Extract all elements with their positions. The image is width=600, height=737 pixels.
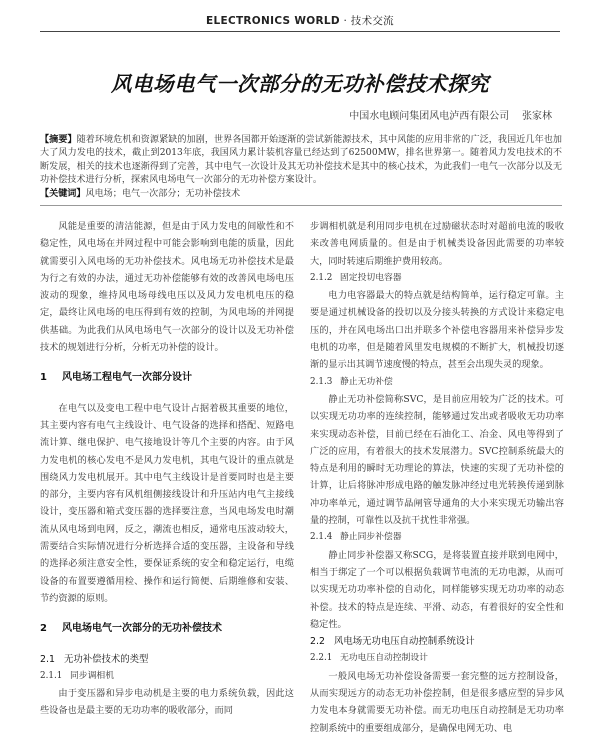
section-heading-text: 固定投切电容器: [340, 272, 402, 283]
abstract-label: 【摘要】: [40, 134, 77, 145]
section-heading-2.1.1: [40, 668, 294, 685]
abstract-block: [40, 133, 562, 201]
section-heading-text: 风电场工程电气一次部分设计: [62, 372, 192, 384]
section-heading-text: 无功补偿技术的类型: [64, 653, 149, 665]
author-line: [349, 107, 552, 122]
abstract-rule: [40, 205, 562, 206]
section-heading-2.1.4: [310, 529, 564, 546]
section-number: 2.2: [310, 636, 325, 648]
body-paragraph: 由于变压器和异步电动机是主要的电力系统负载，因此这些设备也是最主要的无功功率的吸收部分，而同: [40, 688, 294, 717]
body-paragraph: 一般风电场无功补偿设备需要一套完整的远方控制设备，从而实现远方的动态无功补偿控制，但是很多感应型的异步风力发电本身就需要无功补偿。而无功电压自动控制是无功功率控制系统中的重要组成部分，是确保电网无功、电: [310, 670, 564, 734]
body-paragraph: 电力电容器最大的特点就是结构简单，运行稳定可靠。主要是通过机械设备的投切以及分接头转换的方式设计来稳定电压的，并在风电场出口出并联多个补偿电容器用来补偿异步发电机的功率，但是随着风里发电规模的不断扩大，机械投切逐渐的显示出其调节速度慢的特点，甚至会出现失灵的现象。: [310, 290, 564, 371]
section-number: 2.1.3: [310, 376, 333, 387]
running-header: [0, 13, 600, 28]
author-affiliation: 中国水电顾问集团风电泸西有限公司: [349, 111, 510, 122]
section-name: 技术交流: [350, 15, 394, 27]
header-separator: ·: [339, 15, 351, 27]
body-paragraph: 风能是重要的清洁能源，但是由于风力发电的间歇性和不稳定性，风电场在并网过程中可能会影响到电能的质量，因此就需要引入风电场的无功补偿技术。风电场无功补偿技术是最为行之有效的办法，通过无功补偿能够有效的改善风电场电压波动的现象，维持风电场母线电压以及风力发电机电压的稳定，最终让风电场的电压得到有效的控制，为风电场的并网提供基础。为此我们从风电场电气一次部分的设计以及无功补偿技术的规划进行分析，分析无功补偿的设计。: [40, 221, 294, 354]
header-rule: [40, 31, 560, 32]
section-heading-2.1.3: [310, 374, 564, 391]
journal-name: ELECTRONICS WORLD: [206, 15, 340, 27]
body-paragraph: 静止同步补偿器又称SCG，是将装置直接并联到电网中，相当于绑定了一个可以根据负载调节电流的无功电源，从而可以实现无功功率补偿的自动化，同样能够实现无功功率的动态补偿。技术的特点是连续、平滑、动态，有着很好的安全性和稳定性。: [310, 549, 564, 630]
body-paragraph: 静止无功补偿简称SVC，是目前应用较为广泛的技术。可以实现无功功率的连续控制，能够通过发出或者吸收无功功率来实现动态补偿，目前已经在石油化工、冶金、风电等得到了广泛的应用，有着很大的技术发展潜力。SVC控制系统最大的特点是利用的瞬时无功理论的算法，快速的实现了无功补偿的计算，让后将脉冲形成电路的触发脉冲经过电光转换传递到脉冲功率单元，通过调节晶闸管导通角的大小来实现无功输出容量的控制，可靠性以及抗干扰性非常强。: [310, 393, 564, 527]
abstract-text: 随着环境危机和资源紧缺的加剧，世界各国都开始逐渐的尝试新能源技术，其中风能的应用非常的广泛，我国近几年也加大了风力发电的技术，截止到2013年底，我国风力累计装机容量已经达到了62500MW，排名世界第一。随着风力发电技术的不断发展，相关的技术也逐渐得到了完善，其中电气一次设计及其无功补偿技术是其中的核心技术，为此我们一电气一次部分以及无功补偿技术进行分析，探索风电场电气一次部分的无功补偿方案设计。: [40, 135, 562, 185]
keywords-label: 【关键词】: [40, 188, 86, 200]
abstract-paragraph: [40, 133, 562, 187]
section-number: 2.1: [40, 653, 55, 665]
section-number: 2.1.1: [40, 670, 63, 681]
section-heading-2.2.1: [310, 650, 564, 667]
section-heading-1: [40, 369, 294, 386]
section-heading-2: [40, 620, 294, 637]
section-heading-text: 同步调相机: [70, 670, 114, 681]
keywords-text: 风电场；电气一次部分；无功补偿技术: [85, 189, 241, 200]
body-paragraph: 步调相机就是利用同步电机在过励磁状态时对超前电流的吸收来改善电网质量的。但是由于机械类设备因此需要的功率较大，同时转速后期维护费用较高。: [310, 221, 564, 267]
section-heading-2.1.2: [310, 270, 564, 287]
left-column: [40, 218, 294, 720]
body-paragraph: 在电气以及变电工程中电气设计占据着极其重要的地位，其主要内容有电气主线设计、电气设备的选择和搭配、短路电流计算、继电保护、电气接地设计等几个主要的内容。由于风力发电机的核心发电不是风力发电机，其电气设计的重点就是围绕风力发电机展开。其中电气主线设计是首要同时也是主要的部分，主要内容有风机组侧接线设计和升压站内电气主接线设计，变压器和箱式变压器的选择要注意，当风电场发电时潮流从风电场到电网，反之，潮流也相反，通常电压波动较大，需要结合实际情况进行分析选择合适的变压器，主设备和导线的选择必须注意安全性，要保证系统的安全和稳定运行，电缆设备的布置要遵循用检、操作和运行简便、后期维修和安装、节约资源的原则。: [40, 402, 294, 604]
section-number: 2.1.2: [310, 272, 333, 283]
author-name: 张家林: [522, 111, 552, 122]
section-heading-text: 静止无功补偿: [340, 376, 393, 387]
section-heading-2.2: [310, 633, 564, 650]
section-number: 2.1.4: [310, 532, 333, 543]
article-title: 风电场电气一次部分的无功补偿技术探究: [111, 72, 489, 96]
keywords-paragraph: [40, 187, 562, 201]
section-heading-text: 风电场无功电压自动控制系统设计: [334, 636, 475, 648]
section-number: 2: [40, 623, 47, 635]
section-number: 2.2.1: [310, 653, 333, 664]
section-heading-2.1: [40, 651, 294, 668]
section-heading-text: 无功电压自动控制设计: [340, 653, 428, 664]
section-number: 1: [40, 372, 47, 384]
section-heading-text: 静止同步补偿器: [340, 532, 402, 543]
section-heading-text: 风电场电气一次部分的无功补偿技术: [62, 623, 222, 635]
right-column: [310, 218, 564, 737]
